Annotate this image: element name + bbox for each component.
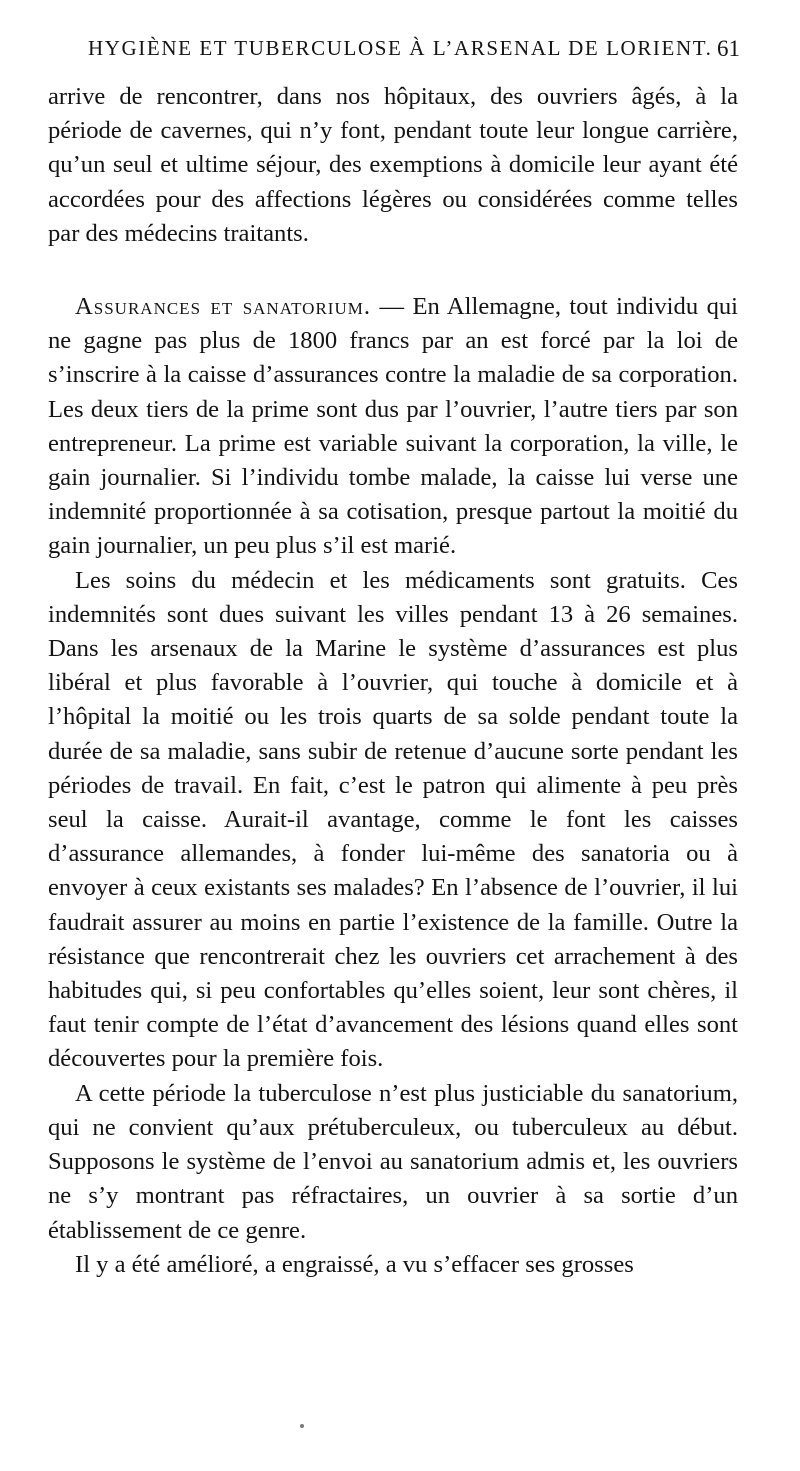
ink-speck — [300, 1424, 304, 1428]
paragraph-section-assurances — [48, 290, 738, 564]
paragraph-periode: A cette période la tuberculose n’est plus justiciable du sanatorium, qui ne convient qu’aux prétuberculeux, ou tuberculeux au début. Supposons le système de l’envoi au sanatorium admis et, les ouvriers ne s’y montrant pas réfractaires, un ouvrier à sa sortie d’un établissement de ce genre. — [48, 1079, 738, 1244]
paragraph-continued: arrive de rencontrer, dans nos hôpitaux, des ouvriers âgés, à la période de cavernes, qui n’y font, pendant toute leur longue carrière, qu’un seul et ultime séjour, des exemptions à domicile leur ayant été accordées pour des affections légères ou considérées comme telles par des médecins traitants. — [48, 83, 738, 247]
paragraph-soins: Les soins du médecin et les médicaments sont gratuits. Ces indemnités sont dues suivant les villes pendant 13 à 26 semaines. Dans les arsenaux de la Marine le système d’assurances est plus libéral et plus favorable à l’ouvrier, qui touche à domicile et à l’hôpital la moitié ou les trois quarts de sa solde pendant toute la durée de sa maladie, sans subir de retenue d’aucune sorte pendant les périodes de travail. En fait, c’est le patron qui alimente à peu près seul la caisse. Aurait-il avantage, comme le font les caisses d’assurance allemandes, à fonder lui-même des sanatoria ou à envoyer à ceux existants ses malades? En l’absence de l’ouvrier, il lui faudrait assurer au moins en partie l’existence de la famille. Outre la résistance que rencontrerait chez les ouvriers cet arrachement à des habitudes qui, si peu confortables qu’elles soient, leur sont chères, il faut tenir compte de l’état d’avancement des lésions quand elles sont découvertes pour la première fois. — [48, 566, 738, 1073]
body-text — [48, 80, 738, 1282]
running-title: HYGIÈNE ET TUBERCULOSE À L’ARSENAL DE LORIENT. — [88, 36, 713, 60]
paragraph-ameliore: Il y a été amélioré, a engraissé, a vu s’effacer ses grosses — [75, 1250, 634, 1278]
page-header — [88, 36, 740, 68]
page-number: 61 — [717, 36, 740, 61]
section-paragraph-text: — En Allemagne, tout individu qui ne gagne pas plus de 1800 francs par an est forcé par la loi de s’inscrire à la caisse d’assurances contre la maladie de sa corporation. Les deux tiers de la prime sont dus par l’ouvrier, l’autre tiers par son entrepreneur. La prime est variable suivant la corporation, la ville, le gain journalier. Si l’individu tombe malade, la caisse lui verse une indemnité proportionnée à sa cotisation, presque partout la moitié du gain journalier, un peu plus s’il est marié. — [48, 293, 738, 560]
section-heading: Assurances et sanatorium. — [75, 293, 371, 321]
